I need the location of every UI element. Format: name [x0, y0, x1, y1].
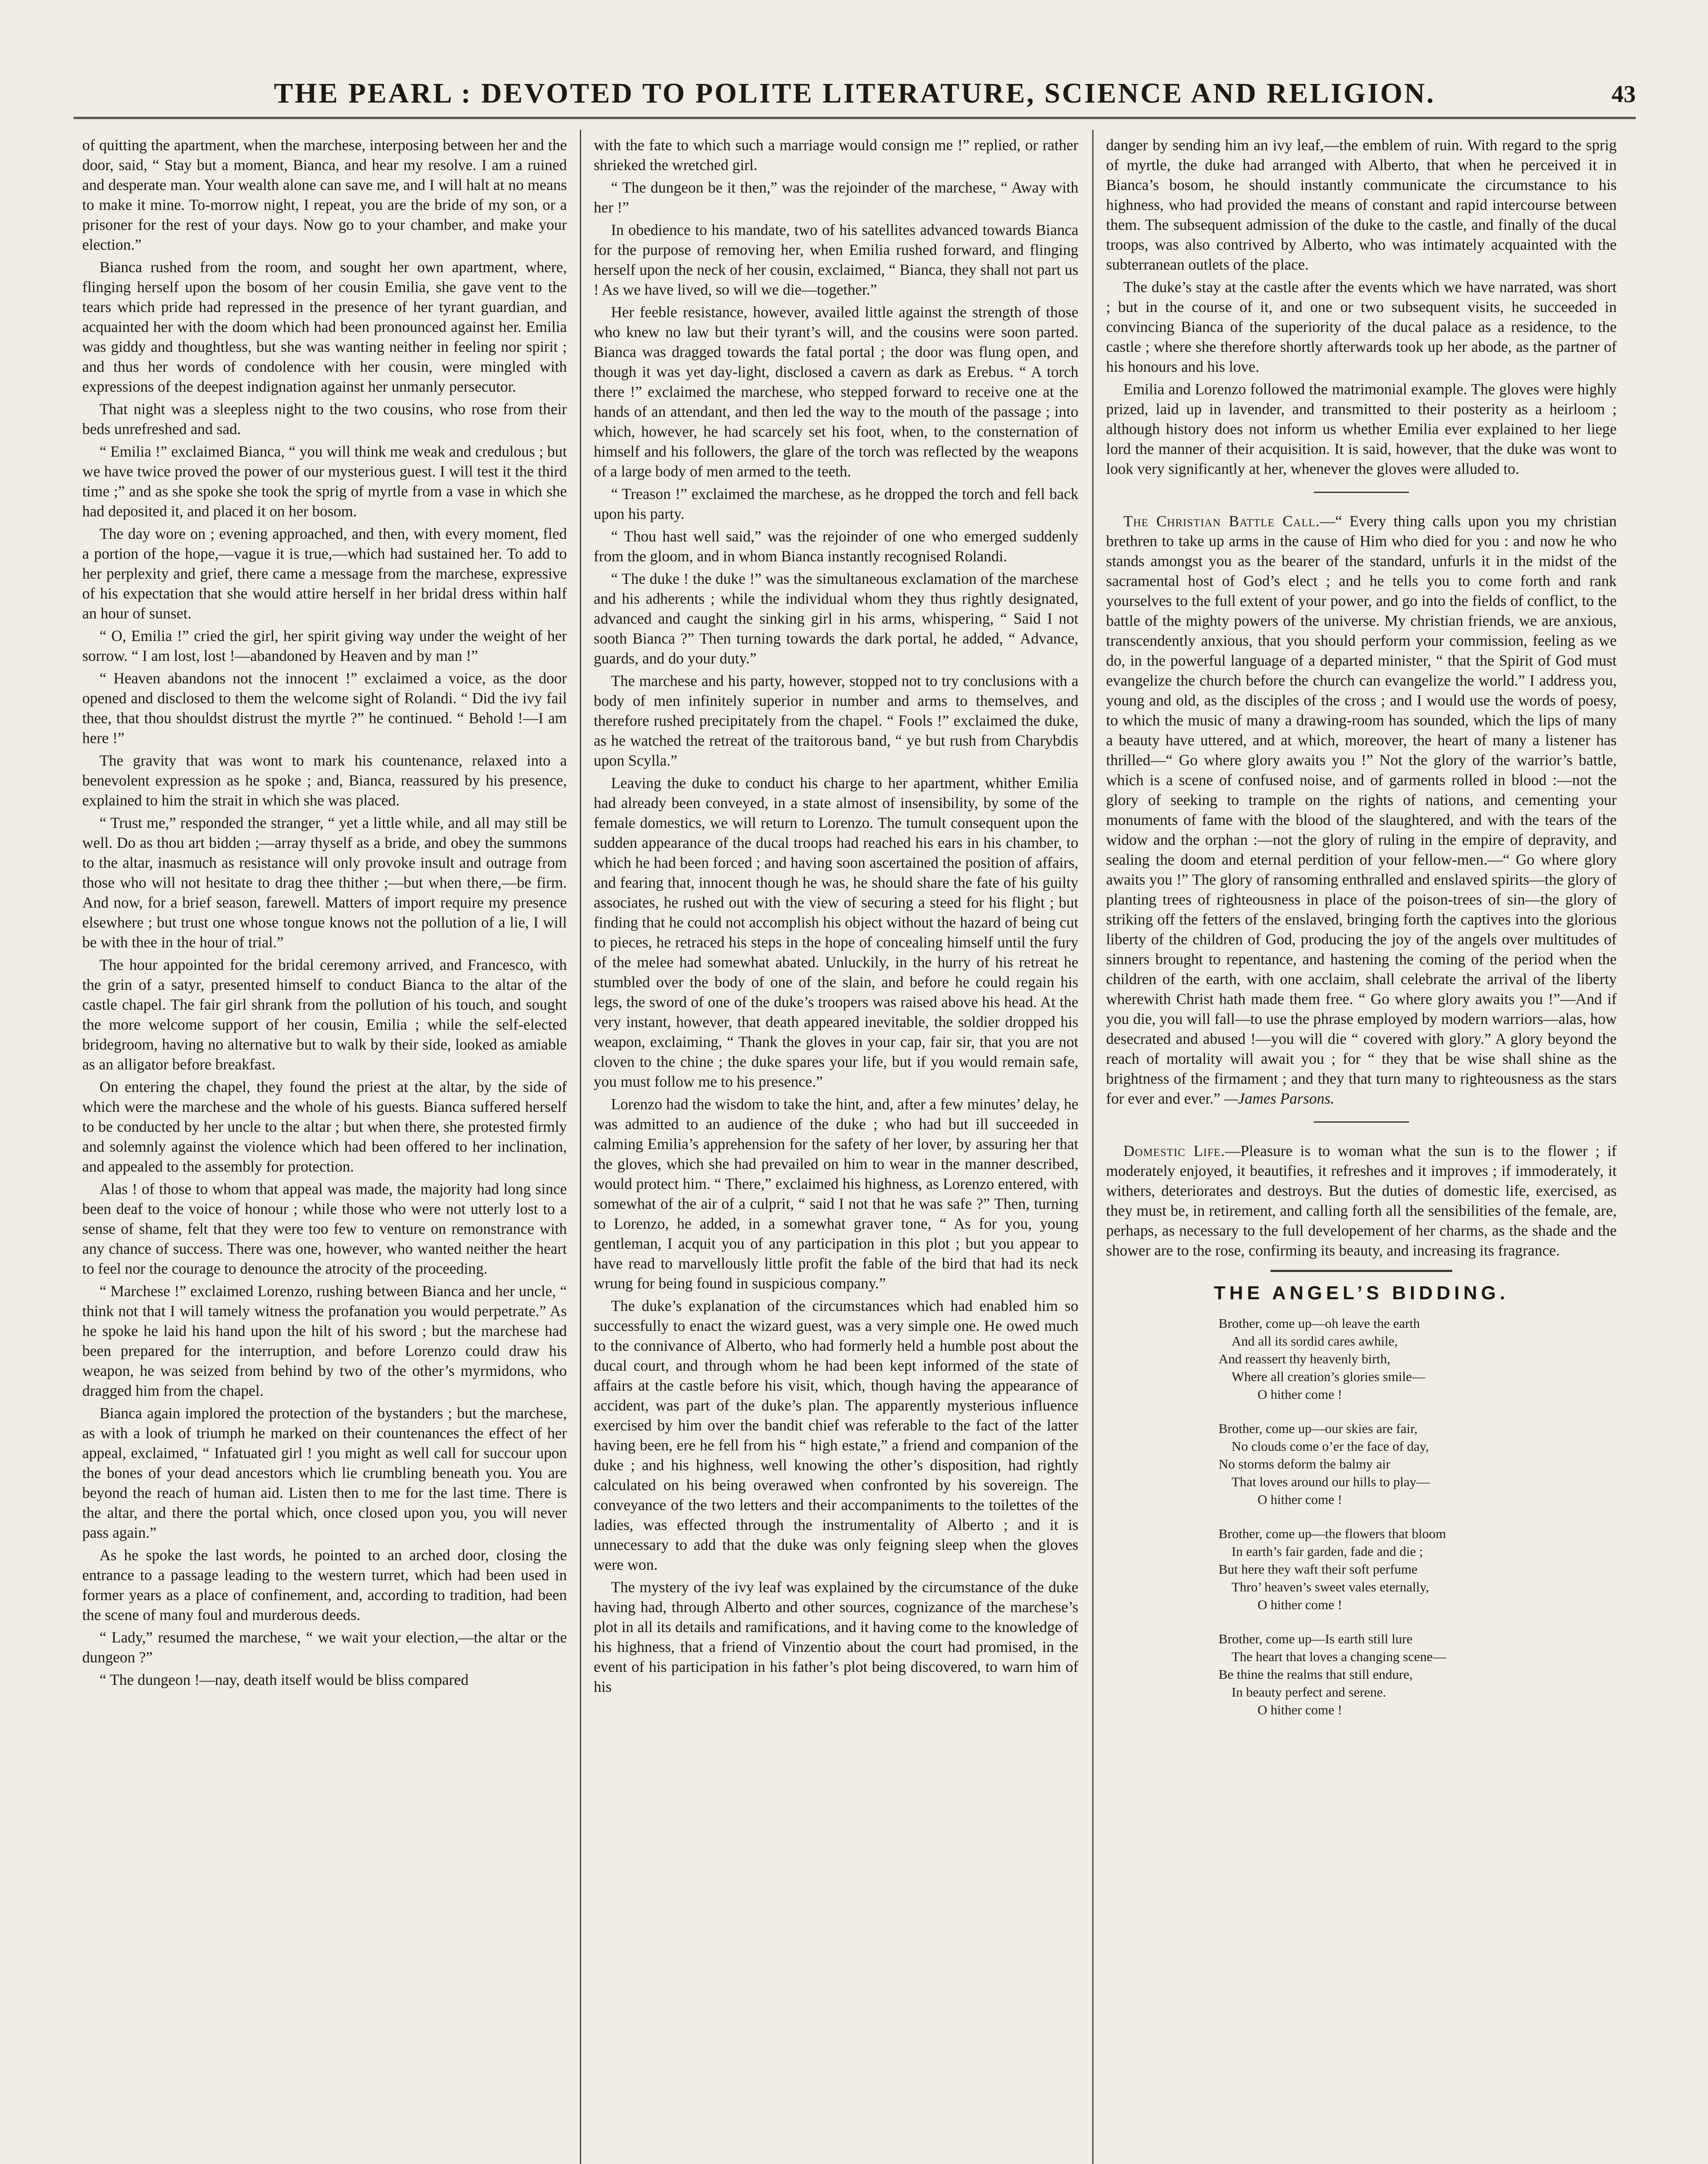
poem-stanza [1219, 1525, 1617, 1613]
article-domestic-life [1106, 1141, 1617, 1260]
paragraph: with the fate to which such a marriage would consign me !” replied, or rather shrieked the wretched girl. [594, 136, 1078, 174]
section-divider [1314, 1121, 1409, 1123]
poem-line: O hither come ! [1258, 1492, 1342, 1507]
paragraph: Lorenzo had the wisdom to take the hint, and, after a few minutes’ delay, he was admitted to an audience of the duke ; who had but ill succeeded in calming Emilia’s apprehension for the safety of her lover, by assuring her that the gloves, which she had prevailed on him to wear in the manner described, would protect him. “ There,” exclaimed his highness, as Lorenzo entered, with somewhat of the air of a culprit, “ said I not that he was safe ?” Then, turning to Lorenzo, he added, in a somewhat graver tone, “ As for you, young gentleman, I acquit you of any participation in this plot ; but you appear to have read to marvellously little profit the fable of the bird that had its neck wrung for being found in suspicious company.” [594, 1095, 1078, 1292]
poem-line: Thro’ heaven’s sweet vales eternally, [1232, 1579, 1429, 1594]
masthead-title: THE PEARL : DEVOTED TO POLITE LITERATURE, SCIENCE AND RELIGION. [273, 77, 1436, 109]
paragraph: The duke’s explanation of the circumstances which had enabled him so successfully to enact the wizard guest, was a very simple one. He owed much to the connivance of Alberto, who had formerly held a humble post about the ducal court, and through whom he had been kept informed of the state of affairs at the castle before his visit, which, though having the appearance of accident, was part of the duke’s plan. The apparently mysterious influence exercised by him over the bandit chief was referable to the fact of the latter having been, ere he fell from his “ high estate,” a friend and companion of the duke ; and his highness, well knowing the other’s disposition, had rightly calculated on his being overawed when confronted by his sovereign. The conveyance of the two letters and their accompaniments to the toilettes of the ladies, was effected through the instrumentality of Alberto ; and it is unnecessary to add that the duke was only feigning sleep when the gloves were won. [594, 1297, 1078, 1573]
paragraph: “ Trust me,” responded the stranger, “ yet a little while, and all may still be well. Do as thou art bidden ;—array thyself as a bride, and obey the summons to the altar, inasmuch as resistance will only provoke insult and outrage from those who will not hesitate to drag thee thither ;—but when there,—be firm. And now, for a brief season, farewell. Matters of import require my presence elsewhere ; but trust one whose tongue knows not the pollution of a lie, I will be with thee in the hour of trial.” [82, 814, 567, 951]
poem-line: That loves around our hills to play— [1232, 1474, 1430, 1489]
paragraph: “ Marchese !” exclaimed Lorenzo, rushing between Bianca and her uncle, “ think not that I will tamely witness the profanation you would perpetrate.” As he spoke he laid his hand upon the hilt of his sword ; but the marchese had been prepared for the interruption, and before Lorenzo could draw his weapon, he was seized from behind by two of the other’s myrmidons, who dragged him from the chapel. [82, 1282, 567, 1399]
page-number: 43 [1612, 81, 1636, 108]
paragraph: “ The dungeon !—nay, death itself would be bliss compared [100, 1671, 469, 1688]
article-christian-battle-call [1106, 511, 1617, 1108]
article-heading: The Christian Battle Call. [1123, 512, 1320, 530]
paragraph: The duke’s stay at the castle after the events which we have narrated, was short ; but in the course of it, and one or two subsequent visits, he succeeded in convincing Bianca of the superiority of the ducal palace as a residence, to the castle ; where she therefore shortly afterwards took up her abode, as the partner of his honours and his love. [1106, 278, 1617, 375]
column-3 [1106, 135, 1617, 2164]
paragraph: “ O, Emilia !” cried the girl, her spirit giving way under the weight of her sorrow. “ I am lost, lost !—abandoned by Heaven and by man !” [82, 627, 567, 664]
section-divider [1314, 492, 1409, 493]
poem-line: The heart that loves a changing scene— [1232, 1649, 1446, 1664]
paragraph: Alas ! of those to whom that appeal was made, the majority had long since been deaf to the voice of honour ; while those who were not utterly lost to a sense of shame, felt that they were too few to venture on remonstrance with any chance of success. There was one, however, who wanted neither the heart to feel nor the courage to denounce the atrocity of the proceeding. [82, 1180, 567, 1277]
poem-line: Brother, come up—our skies are fair, [1219, 1421, 1418, 1436]
paragraph: “ Thou hast well said,” was the rejoinder of one who emerged suddenly from the gloom, and in whom Bianca instantly recognised Rolandi. [594, 528, 1078, 565]
paragraph: “ Lady,” resumed the marchese, “ we wait your election,—the altar or the dungeon ?” [82, 1629, 567, 1666]
poem-line: In beauty perfect and serene. [1232, 1684, 1386, 1700]
paragraph: danger by sending him an ivy leaf,—the emblem of ruin. With regard to the sprig of myrtle, the duke had arranged with Alberto, that when he perceived it in Bianca’s bosom, he should instantly communicate the circumstance to his highness, who had provided the means of constant and rapid intercourse between them. The subsequent admission of the duke to the castle, and finally of the ducal troops, was also contrived by Alberto, who was intimately acquainted with the subterranean outlets of the place. [1106, 136, 1617, 273]
paragraph: Her feeble resistance, however, availed little against the strength of those who knew no law but their tyrant’s will, and the cousins were soon parted. Bianca was dragged towards the fatal portal ; the door was flung open, and though it was yet day-light, disclosed a cavern as dark as Erebus. “ A torch there !” exclaimed the marchese, who stepped forward to receive one at the hands of an attendant, and then led the way to the mouth of the passage ; into which, however, he had scarcely set his foot, when, to the consternation of himself and his followers, the glare of the torch was reflected by the weapons of a large body of men armed to the teeth. [594, 303, 1078, 480]
paragraph: In obedience to his mandate, two of his satellites advanced towards Bianca for the purpose of removing her, when Emilia rushed forward, and flinging herself upon the neck of her cousin, exclaimed, “ Bianca, they shall not part us ! As we have lived, so will we die—together.” [594, 221, 1078, 298]
poem-line: Be thine the realms that still endure, [1219, 1667, 1413, 1682]
poem-stanza [1219, 1630, 1617, 1719]
column-2 [594, 135, 1078, 2164]
paragraph: The day wore on ; evening approached, and then, with every moment, fled a portion of the hope,—vague it is true,—which had sustained her. To add to her perplexity and grief, there came a message from the marchese, expressive of his expectation that she would attire herself in her bridal dress within half an hour of sunset. [82, 525, 567, 622]
poem [1219, 1314, 1617, 1719]
paragraph: “ Heaven abandons not the innocent !” exclaimed a voice, as the door opened and disclosed to them the welcome sight of Rolandi. “ Did the ivy fail thee, that thou shouldst distrust the myrtle ?” he continued. “ Behold !—I am here !” [82, 670, 567, 747]
poem-line: Brother, come up—Is earth still lure [1219, 1631, 1413, 1646]
story-conclusion [1106, 135, 1617, 479]
masthead [74, 65, 1636, 119]
section-divider [1271, 1270, 1452, 1272]
column-1 [82, 135, 567, 2164]
poem-line: Brother, come up—the flowers that bloom [1219, 1526, 1446, 1541]
article-text: —Pleasure is to woman what the sun is to the flower ; if moderately enjoyed, it beautifies, it refreshes and it improves ; if immoderately, it withers, deteriorates and destroys. But the duties of domestic life, exercised, as they must be, in retirement, and calling forth all the sensibilities of the female, are, perhaps, as necessary to the full developement of her charms, as the shade and the shower are to the rose, confirming its beauty, and increasing its fragrance. [1106, 1142, 1617, 1259]
poem-line: No clouds come o’er the face of day, [1232, 1439, 1429, 1454]
article-signature: —James Parsons. [1224, 1090, 1335, 1107]
paragraph: Emilia and Lorenzo followed the matrimonial example. The gloves were highly prized, laid up in lavender, and transmitted to their posterity as a heirloom ; although history does not inform us whether Emilia ever explained to her liege lord the manner of their acquisition. It is said, however, that the duke was wont to look very significantly at her, whenever the gloves were alluded to. [1106, 380, 1617, 477]
paragraph: Bianca rushed from the room, and sought her own apartment, where, flinging herself upon the bosom of her cousin Emilia, she gave vent to the tears which pride had repressed in the presence of her tyrant guardian, and acquainted her with the doom which had been pronounced against her. Emilia was giddy and thoughtless, but she was wanting neither in feeling nor spirit ; and thus her words of condolence with her cousin, were mingled with expressions of the deepest indignation against her unmanly persecutor. [82, 258, 567, 395]
poem-line: But here they waft their soft perfume [1219, 1562, 1418, 1577]
poem-line: In earth’s fair garden, fade and die ; [1232, 1544, 1423, 1559]
paragraph: The hour appointed for the bridal ceremony arrived, and Francesco, with the grin of a satyr, presented himself to conduct Bianca to the altar of the castle chapel. The fair girl shrank from the pollution of his touch, and sought the more welcome support of her cousin, Emilia ; while the self-elected bridegroom, having no alternative but to walk by their side, looked as amiable as an alligator before breakfast. [82, 956, 567, 1073]
poem-title: THE ANGEL’S BIDDING. [1214, 1282, 1509, 1304]
paragraph: On entering the chapel, they found the priest at the altar, by the side of which were the marchese and the whole of his guests. Bianca suffered herself to be conducted by her uncle to the altar ; but when there, she protested firmly and solemnly against the violence which had been offered to her inclination, and appealed to the assembly for protection. [82, 1078, 567, 1175]
poem-line: And reassert thy heavenly birth, [1219, 1351, 1390, 1366]
paragraph: Leaving the duke to conduct his charge to her apartment, whither Emilia had already been conveyed, in a state almost of insensibility, by some of the female domestics, we will return to Lorenzo. The tumult consequent upon the sudden appearance of the ducal troops had reached his ears in his chamber, to which he had been forced ; and having soon ascertained the position of affairs, and fearing that, innocent though he was, he should share the fate of his guilty associates, he rushed out with the view of securing a steed for his flight ; but finding that he could not accomplish his object without the hazard of being cut to pieces, he retraced his steps in the hope of concealing himself until the fury of the melee had somewhat abated. Unluckily, in the hurry of his retreat he stumbled over the body of one of the slain, and before he could regain his legs, the sword of one of the duke’s troopers was raised above his head. At the very instant, however, that death appeared inevitable, the soldier dropped his weapon, exclaiming, “ Thank the gloves in your cap, fair sir, that you are not cloven to the chine ; the duke spares your life, but if you would remain safe, you must follow me to his presence.” [594, 774, 1078, 1090]
paragraph: “ The duke ! the duke !” was the simultaneous exclamation of the marchese and his adherents ; while the individual whom they thus rightly designated, advanced and caught the sinking girl in his arms, whispering, “ Said I not sooth Bianca ?” Then turning towards the dark portal, he added, “ Advance, guards, and do your duty.” [594, 570, 1078, 667]
poem-line: O hither come ! [1258, 1702, 1342, 1717]
paragraph: As he spoke the last words, he pointed to an arched door, closing the entrance to a passage leading to the western turret, which had been used in former years as a place of confinement, and, according to tradition, had been the scene of many foul and murderous deeds. [82, 1546, 567, 1623]
paragraph: “ Treason !” exclaimed the marchese, as he dropped the torch and fell back upon his party. [594, 485, 1078, 522]
poem-stanza [1219, 1314, 1617, 1403]
poem-stanza [1219, 1420, 1617, 1508]
paragraph: The marchese and his party, however, stopped not to try conclusions with a body of men infinitely superior in number and arms to themselves, and therefore rushed precipitately from the chapel. “ Fools !” exclaimed the duke, as he watched the retreat of the traitorous band, “ ye but rush from Charybdis upon Scylla.” [594, 672, 1078, 769]
poem-line: Where all creation’s glories smile— [1232, 1369, 1425, 1384]
paragraph: “ Emilia !” exclaimed Bianca, “ you will think me weak and credulous ; but we have twice proved the power of our mysterious guest. I will test it the third time ;” and as she spoke she took the sprig of myrtle from a vase in which she had deposited it, and placed it on her bosom. [82, 443, 567, 520]
column-rule [580, 130, 581, 2164]
paragraph: That night was a sleepless night to the two cousins, who rose from their beds unrefreshed and sad. [82, 400, 567, 438]
paragraph: “ The dungeon be it then,” was the rejoinder of the marchese, “ Away with her !” [594, 179, 1078, 216]
paragraph: of quitting the apartment, when the marchese, interposing between her and the door, said, “ Stay but a moment, Bianca, and hear my resolve. I am a ruined and desperate man. Your wealth alone can save me, and I will halt at no means to make it mine. To-morrow night, I repeat, you are the bride of my son, or a prisoner for the rest of your days. Now go to your chamber, and make your election.” [82, 136, 567, 253]
paragraph: The gravity that was wont to mark his countenance, relaxed into a benevolent expression as he spoke ; and, Bianca, reassured by his presence, explained to him the strait in which she was placed. [82, 752, 567, 809]
column-rule [1092, 130, 1094, 2164]
paragraph: The mystery of the ivy leaf was explained by the circumstance of the duke having had, through Alberto and other sources, cognizance of the marchese’s plot in all its details and ramifications, and it having come to the knowledge of his highness, that a friend of Vinzentio about the court had promised, in the event of his participation in his father’s plot being discovered, to warn him of his [594, 1578, 1078, 1695]
article-text: —“ Every thing calls upon you my christian brethren to take up arms in the cause of Him who died for you : and now he who stands amongst you as the bearer of the standard, unfurls it in the midst of the sacramental host of God’s elect ; and he tells you to come forth and rank yourselves to the full extent of your power, and go into the fields of conflict, to the battle of the mighty powers of the universe. My christian friends, we are anxious, transcendently anxious, that you should perform your commission, feeling as we do, in the powerful language of a departed minister, “ that the Spirit of God must evangelize the church before the church can evangelize the world.” I address you, young and old, as the disciples of the cross ; and I would use the words of poesy, to which the music of many a drawing-room has sounded, which the lips of many a beauty have uttered, and at which, moreover, the heart of many a listener has thrilled—“ Go where glory awaits you !” Not the glory of the warrior’s battle, which is a scene of confused noise, and of garments rolled in blood :—not the glory of seeking to trample on the rights of nations, and cementing your monuments of fame with the blood of the slaughtered, and with the tears of the widow and the orphan :—not the glory of ruling in the empire of depravity, and sealing the doom and eternal perdition of your fellow-men.—“ Go where glory awaits you !” The glory of ransoming enthralled and enslaved spirits—the glory of planting trees of righteousness in place of the poison-trees of sin—the glory of striking off the fetters of the enslaved, bringing forth the captives into the glorious liberty of the children of God, producing the joy of the angels over multitudes of sinners brought to repentance, and hastening the coming of the period when the children of the earth, with one acclaim, shall celebrate the arrival of the liberty wherewith Christ hath made them free. “ Go where glory awaits you !”—And if you die, you will fall—to use the phrase employed by modern warriors—alas, how desecrated and abused !—you will die “ covered with glory.” A glory beyond the reach of mortality will await you ; for “ they that be wise shall shine as the brightness of the firmament ; and they that turn many to righteousness as the stars for ever and ever.” [1106, 512, 1617, 1107]
poem-line: O hither come ! [1258, 1387, 1342, 1402]
poem-line: No storms deform the balmy air [1219, 1456, 1390, 1472]
paragraph: Bianca again implored the protection of the bystanders ; but the marchese, as with a look of triumph he marked on their countenances the effect of her appeal, exclaimed, “ Infatuated girl ! you might as well call for succour upon the bones of your dead ancestors which lie crumbling beneath you. You are beyond the reach of human aid. Listen then to me for the last time. There is the altar, and there the portal which, once closed upon you, you will never pass again.” [82, 1404, 567, 1541]
poem-line: And all its sordid cares awhile, [1232, 1333, 1398, 1349]
article-heading: Domestic Life. [1123, 1142, 1226, 1159]
poem-line: Brother, come up—oh leave the earth [1219, 1316, 1420, 1331]
poem-line: O hither come ! [1258, 1597, 1342, 1612]
